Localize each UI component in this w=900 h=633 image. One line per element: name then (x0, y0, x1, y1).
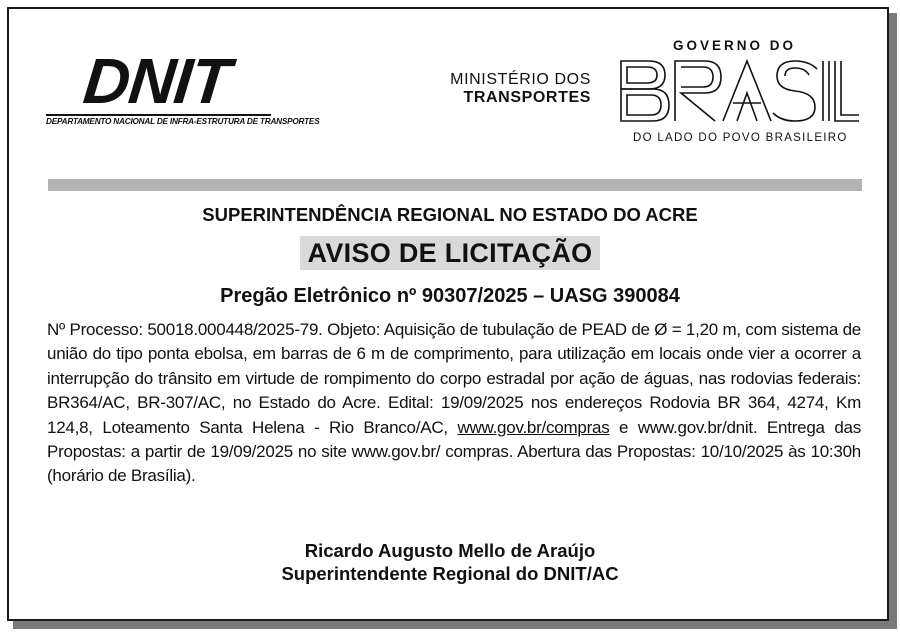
notice-subtitle: Pregão Eletrônico nº 90307/2025 – UASG 390084 (220, 285, 680, 307)
governo-do-brasil-logo (615, 36, 865, 148)
notice-title-wrap (0, 236, 900, 270)
superintendency-heading: SUPERINTENDÊNCIA REGIONAL NO ESTADO DO ACRE (202, 204, 698, 225)
ministry-line2: TRANSPORTES (463, 89, 591, 107)
header-divider (48, 179, 862, 191)
dnit-logo-subtitle: DEPARTAMENTO NACIONAL DE INFRA-ESTRUTURA DE TRANSPORTES (46, 114, 271, 126)
frame-shadow-bottom (13, 621, 897, 629)
signature-block (0, 539, 900, 585)
dnit-logo (46, 45, 320, 131)
notice-body-part1: Nº Processo: 50018.000448/2025-79. Objeto: Aquisição de tubulação de PEAD de Ø = 1,20 m, com sistema de união do tipo ponta ebolsa, em barras de 6 m de comprimento, para utilização em locais onde vier a ocorrer a interrupção do trânsito em virtude de rompimento do corpo estradal por ação de águas, nas rodovias federais: BR364/AC, BR-307/AC, no Estado do Acre. Edital: 19/09/2025 nos endereços Rodovia BR 364, 4274, Km 124,8, Loteamento Santa Helena - Rio Branco/AC, (47, 320, 861, 437)
gov-logo-tagline: DO LADO DO POVO BRASILEIRO (633, 132, 848, 144)
compras-link[interactable]: www.gov.br/compras (457, 417, 610, 437)
gov-logo-top-text: GOVERNO DO (673, 38, 797, 53)
signatory-role: Superintendente Regional do DNIT/AC (281, 563, 619, 584)
dnit-logo-text: DNIT (80, 45, 234, 117)
notice-title: AVISO DE LICITAÇÃO (300, 236, 601, 270)
notice-body-part2: e www.gov.br/dnit. Entrega das Propostas: a partir de 19/09/2025 no site www.gov.br/ compras. Abertura das Propostas: 10/10/2025 às 10:30h (horário de Brasília). (47, 417, 861, 486)
ministry-line1: MINISTÉRIO DOS (450, 71, 591, 88)
ministry-label (437, 71, 591, 108)
signatory-name: Ricardo Augusto Mello de Araújo (304, 540, 596, 561)
notice-body (47, 318, 861, 489)
frame-shadow-right (889, 13, 897, 627)
brasil-wordmark (619, 59, 861, 123)
